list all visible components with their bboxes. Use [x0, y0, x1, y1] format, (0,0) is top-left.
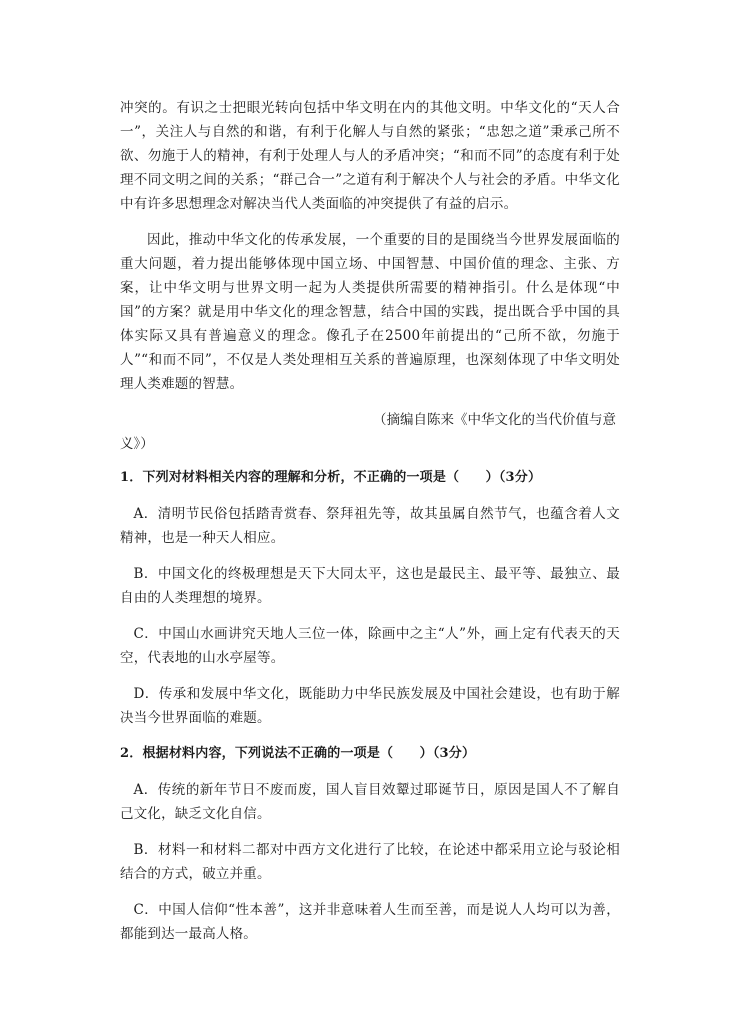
question-1 — [120, 466, 620, 730]
question-2-stem: 2．根据材料内容，下列说法不正确的一项是（ ）（3分） — [120, 746, 476, 761]
source-citation — [120, 408, 620, 456]
material-paragraph-2: 因此，推动中华文化的传承发展，一个重要的目的是围绕当今世界发展面临的重大问题，着力提出能够体现中国立场、中国智慧、中国价值的理念、主张、方案，让中华文明与世界文明一起为人类提供所需要的精神指引。什么是体现“中国”的方案？就是用中华文化的理念智慧，结合中国的实践，提出既合乎中国的具体实际又具有普遍意义的理念。像孔子在2500年前提出的“己所不欲，勿施于人”“和而不同”，不仅是人类处理相互关系的普遍原理，也深刻体现了中华文明处理人类难题的智慧。 — [120, 232, 620, 392]
question-2-option-c: C．中国人信仰“性本善”，这并非意味着人生而至善，而是说人人均可以为善，都能到达一最高人格。 — [120, 902, 620, 942]
question-1-option-a: A．清明节民俗包括踏青赏春、祭拜祖先等，故其虽属自然节气，也蕴含着人文精神，也是一种天人相应。 — [120, 506, 620, 546]
material-paragraph-1: 冲突的。有识之士把眼光转向包括中华文明在内的其他文明。中华文化的“天人合一”，关注人与自然的和谐，有利于化解人与自然的紧张；“忠恕之道”秉承己所不欲、勿施于人的精神，有利于处理人与人的矛盾冲突；“和而不同”的态度有利于处理不同文明之间的关系；“群己合一”之道有利于解决个人与社会的矛盾。中华文化中有许多思想理念对解决当代人类面临的冲突提供了有益的启示。 — [120, 100, 620, 212]
question-2-option-b: B．材料一和材料二都对中西方文化进行了比较，在论述中都采用立论与驳论相结合的方式，破立并重。 — [120, 842, 620, 882]
document-page — [120, 96, 620, 958]
question-1-option-b: B．中国文化的终极理想是天下大同太平，这也是最民主、最平等、最独立、最自由的人类理想的境界。 — [120, 566, 620, 606]
source-citation-line-1: （摘编自陈来《中华文化的当代价值与意 — [373, 412, 616, 428]
question-2 — [120, 742, 620, 946]
question-1-stem: 1．下列对材料相关内容的理解和分析，不正确的一项是（ ）（3分） — [120, 470, 542, 485]
question-1-option-c: C．中国山水画讲究天地人三位一体，除画中之主“人”外，画上定有代表天的天空，代表地的山水亭屋等。 — [120, 626, 620, 666]
question-1-option-d: D．传承和发展中华文化，既能助力中华民族发展及中国社会建设，也有助于解决当今世界面临的难题。 — [120, 686, 620, 726]
question-2-option-a: A．传统的新年节日不废而废，国人盲目效颦过耶诞节日，原因是国人不了解自己文化，缺乏文化自信。 — [120, 782, 620, 822]
source-citation-line-2: 义》） — [120, 436, 154, 452]
